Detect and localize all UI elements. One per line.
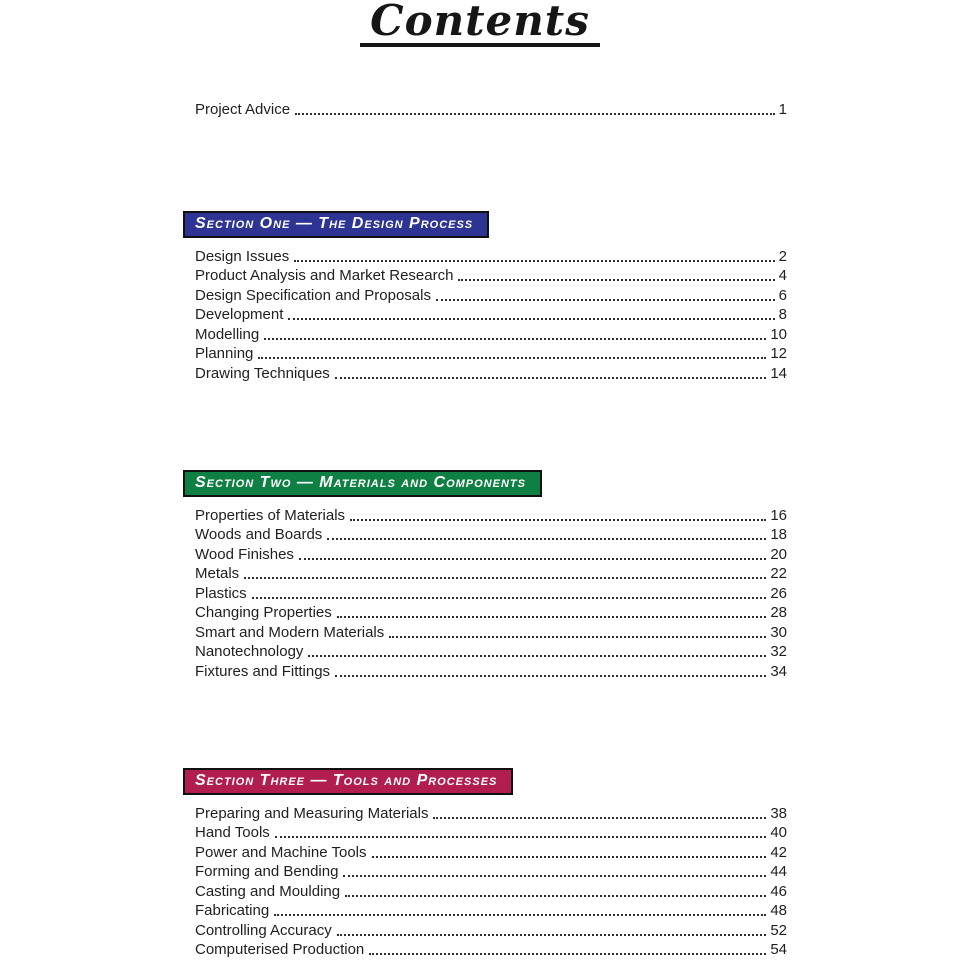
entry-page: 34: [770, 662, 787, 680]
dot-leader: [372, 856, 767, 858]
entry-page: 4: [778, 267, 787, 284]
toc-entry: [195, 343, 787, 363]
entry-page: 2: [778, 247, 787, 265]
entry-title: Drawing Techniques: [195, 364, 330, 382]
section-three-entries: [183, 802, 787, 958]
dot-leader: [258, 357, 766, 359]
dot-leader: [264, 338, 766, 340]
entry-page: 22: [770, 565, 787, 582]
entry-title: Design Specification and Proposals: [195, 286, 431, 304]
entry-title: Woods and Boards: [195, 526, 323, 543]
dot-leader: [369, 953, 766, 955]
page-title: Contents: [360, 0, 600, 47]
dot-leader: [252, 597, 767, 599]
section-one-banner: Section One — The Design Process: [183, 211, 489, 238]
entry-page: 1: [778, 100, 787, 118]
entry-page: 20: [770, 545, 787, 563]
dot-leader: [275, 836, 767, 838]
toc-entry: [195, 660, 787, 680]
entry-page: 10: [770, 325, 787, 343]
entry-page: 28: [770, 604, 787, 621]
entry-title: Metals: [195, 565, 240, 582]
toc-entry: [195, 245, 787, 265]
dot-leader: [294, 260, 774, 262]
entry-page: 44: [770, 863, 787, 880]
dot-leader: [299, 558, 766, 560]
dot-leader: [436, 299, 775, 301]
toc-entry: [195, 304, 787, 324]
dot-leader: [288, 318, 774, 320]
toc-entry: [195, 504, 787, 524]
entry-title: Planning: [195, 345, 254, 362]
toc-entry: [195, 861, 787, 881]
toc-entry: [195, 563, 787, 583]
entry-title: Smart and Modern Materials: [195, 623, 385, 641]
toc-entry: [195, 939, 787, 959]
entry-page: 48: [770, 902, 787, 919]
entry-title: Design Issues: [195, 247, 290, 265]
dot-leader: [335, 675, 766, 677]
toc-entry: [195, 621, 787, 641]
entry-title: Nanotechnology: [195, 643, 304, 660]
entry-page: 12: [770, 345, 787, 362]
dot-leader: [295, 113, 775, 115]
entry-title: Forming and Bending: [195, 863, 339, 880]
entry-title: Wood Finishes: [195, 545, 294, 563]
entry-title: Fixtures and Fittings: [195, 662, 331, 680]
dot-leader: [327, 538, 766, 540]
section-two: [183, 470, 787, 680]
dot-leader: [458, 279, 774, 281]
dot-leader: [244, 577, 766, 579]
toc-entry: [195, 919, 787, 939]
entry-page: 30: [770, 623, 787, 641]
toc-entry: [195, 543, 787, 563]
toc-entry: [195, 362, 787, 382]
entry-title: Modelling: [195, 325, 260, 343]
entry-title: Product Analysis and Market Research: [195, 267, 454, 284]
section-three-banner: Section Three — Tools and Processes: [183, 768, 513, 795]
entry-title: Power and Machine Tools: [195, 843, 367, 861]
entry-title: Controlling Accuracy: [195, 921, 332, 939]
section-one: [183, 211, 787, 382]
entry-page: 46: [770, 882, 787, 900]
toc-entry: [195, 524, 787, 544]
toc-entry: [195, 802, 787, 822]
entry-page: 32: [770, 643, 787, 660]
entry-title: Fabricating: [195, 902, 270, 919]
entry-page: 38: [770, 804, 787, 822]
entry-page: 40: [770, 824, 787, 841]
toc-entry: [195, 582, 787, 602]
toc-entry: [195, 641, 787, 661]
entry-page: 6: [778, 286, 787, 304]
toc-entry: [195, 900, 787, 920]
toc-entry: [195, 98, 787, 118]
section-one-entries: [183, 245, 787, 382]
entry-title: Development: [195, 306, 284, 323]
dot-leader: [345, 895, 766, 897]
dot-leader: [337, 934, 767, 936]
toc-entry: [195, 822, 787, 842]
dot-leader: [308, 655, 766, 657]
dot-leader: [343, 875, 766, 877]
toc-entry: [195, 284, 787, 304]
toc-entry: [195, 323, 787, 343]
page-title-wrap: [0, 0, 960, 47]
entry-page: 52: [770, 921, 787, 939]
dot-leader: [389, 636, 766, 638]
entry-title: Preparing and Measuring Materials: [195, 804, 429, 822]
section-two-banner: Section Two — Materials and Components: [183, 470, 542, 497]
entry-page: 54: [770, 941, 787, 958]
entry-title: Properties of Materials: [195, 506, 346, 524]
frontmatter-list: [195, 98, 787, 118]
entry-page: 8: [778, 306, 787, 323]
toc-entry: [195, 880, 787, 900]
entry-title: Hand Tools: [195, 824, 270, 841]
entry-title: Project Advice: [195, 100, 291, 118]
entry-page: 42: [770, 843, 787, 861]
entry-page: 18: [770, 526, 787, 543]
entry-title: Changing Properties: [195, 604, 332, 621]
dot-leader: [433, 817, 766, 819]
section-two-entries: [183, 504, 787, 680]
entry-title: Casting and Moulding: [195, 882, 341, 900]
toc-entry: [195, 602, 787, 622]
entry-page: 16: [770, 506, 787, 524]
entry-title: Plastics: [195, 584, 247, 602]
toc-entry: [195, 841, 787, 861]
dot-leader: [335, 377, 767, 379]
dot-leader: [274, 914, 766, 916]
entry-page: 26: [770, 584, 787, 602]
entry-title: Computerised Production: [195, 941, 365, 958]
toc-entry: [195, 265, 787, 285]
dot-leader: [350, 519, 766, 521]
entry-page: 14: [770, 364, 787, 382]
dot-leader: [337, 616, 767, 618]
section-three: [183, 768, 787, 958]
